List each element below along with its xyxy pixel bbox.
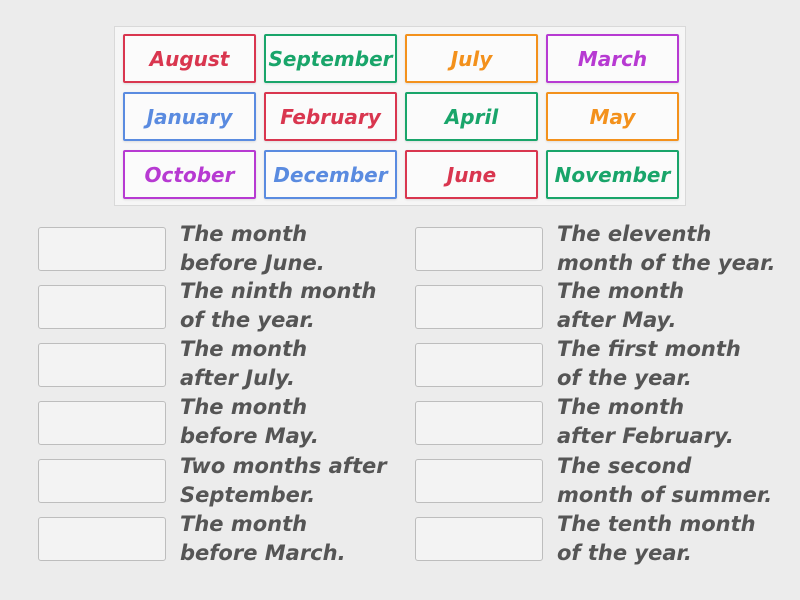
tile-december[interactable]: December [264,150,397,199]
tile-may[interactable]: May [546,92,679,141]
clue-left-6 [180,510,395,568]
clue-left-4 [180,393,395,451]
drop-slot-right-6[interactable] [415,517,543,561]
tile-june[interactable]: June [405,150,538,199]
drop-slot-left-1[interactable] [38,227,166,271]
clue-text: before June. [180,251,325,275]
clue-right-6 [557,510,772,568]
clue-text: The ninth month [180,279,377,303]
drop-slot-right-2[interactable] [415,285,543,329]
drop-slot-right-5[interactable] [415,459,543,503]
clue-text: Two months after [180,454,387,478]
tile-march[interactable]: March [546,34,679,83]
drop-slot-left-3[interactable] [38,343,166,387]
clue-right-4 [557,393,772,451]
drop-slot-left-6[interactable] [38,517,166,561]
drop-slot-left-5[interactable] [38,459,166,503]
clue-text: The month [557,395,685,419]
clue-text: September. [180,483,316,507]
clue-left-5 [180,452,395,510]
clue-text: The month [557,279,685,303]
clue-text: The month [180,337,308,361]
clue-text: The tenth month [557,512,756,536]
drop-slot-left-2[interactable] [38,285,166,329]
clue-left-2 [180,277,395,335]
clue-text: The first month [557,337,741,361]
clue-text: month of summer. [557,483,773,507]
clue-text: The month [180,395,308,419]
clue-text: after February. [557,424,734,448]
drop-slot-right-3[interactable] [415,343,543,387]
drop-slot-right-4[interactable] [415,401,543,445]
clue-left-3 [180,335,395,393]
clue-text: after July. [180,366,295,390]
tile-april[interactable]: April [405,92,538,141]
clue-text: The eleventh [557,222,712,246]
clue-text: The second [557,454,692,478]
tile-september[interactable]: September [264,34,397,83]
clue-text: The month [180,512,308,536]
clue-text: The month [180,222,308,246]
tile-january[interactable]: January [123,92,256,141]
clue-text: after May. [557,308,677,332]
tile-august[interactable]: August [123,34,256,83]
clue-text: of the year. [557,366,692,390]
clue-right-2 [557,277,772,335]
word-bank [114,26,686,206]
clue-left-1 [180,220,395,278]
clue-right-1 [557,220,776,278]
clue-right-3 [557,335,772,393]
drop-slot-left-4[interactable] [38,401,166,445]
clue-text: month of the year. [557,251,776,275]
clue-right-5 [557,452,772,510]
clue-text: before March. [180,541,346,565]
clue-text: of the year. [557,541,692,565]
drop-slot-right-1[interactable] [415,227,543,271]
clue-text: of the year. [180,308,315,332]
clue-text: before May. [180,424,319,448]
tile-november[interactable]: November [546,150,679,199]
tile-july[interactable]: July [405,34,538,83]
tile-february[interactable]: February [264,92,397,141]
tile-october[interactable]: October [123,150,256,199]
